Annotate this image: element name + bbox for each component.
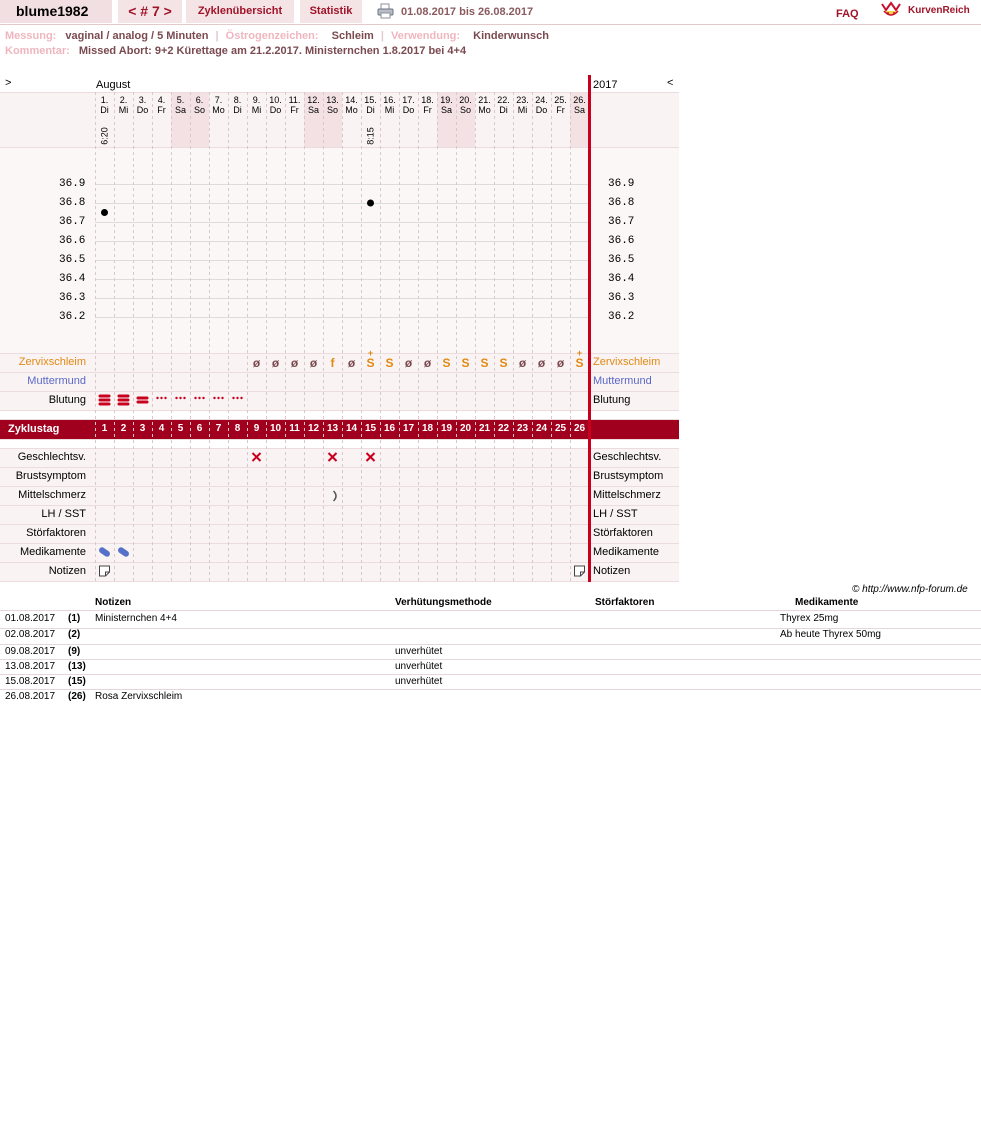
day-weekday: Do (136, 105, 149, 115)
day-number: 9. (252, 95, 261, 105)
tab-statistics[interactable]: Statistik (300, 0, 362, 23)
day-number: 12. (307, 95, 320, 105)
row-label-zervix: Zervixschleim (18, 356, 86, 368)
cell-cycle-day: (9) (68, 646, 81, 657)
cell-contraception: unverhütet (395, 676, 443, 687)
cycle-day-number: 16 (383, 423, 396, 434)
day-number: 15. (364, 95, 377, 105)
separator: | (215, 30, 219, 42)
cell-medication: Thyrex 25mg (780, 613, 839, 624)
temperature-axis-label: 36.9 (59, 178, 86, 190)
day-number: 10. (269, 95, 282, 105)
zervix-symbol: ø (518, 356, 527, 370)
day-weekday: Sa (440, 105, 452, 115)
day-number: 19. (440, 95, 453, 105)
cell-cycle-day: (15) (68, 676, 86, 687)
kurvenreich-logo-icon[interactable] (880, 1, 902, 22)
cycle-day-number: 5 (177, 423, 184, 434)
faq-link[interactable]: FAQ (836, 8, 859, 20)
cycle-day-number: 22 (497, 423, 510, 434)
table-row (0, 644, 981, 660)
zervix-symbol: ø (252, 356, 261, 370)
day-number: 24. (535, 95, 548, 105)
cell-date: 02.08.2017 (5, 629, 56, 640)
top-bar (0, 0, 981, 25)
cycle-day-number: 12 (307, 423, 320, 434)
day-number: 21. (478, 95, 491, 105)
cycle-chart (0, 75, 679, 582)
cycle-day-number: 11 (289, 423, 300, 434)
cycle-day-number: 21 (478, 423, 491, 434)
day-number: 7. (214, 95, 223, 105)
row-label-right-gv: Geschlechtsv. (593, 451, 662, 463)
zervix-symbol: ø (556, 356, 565, 370)
cycle-day-number: 13 (326, 423, 339, 434)
day-weekday: Do (535, 105, 548, 115)
row-label-right-lh: LH / SST (593, 508, 638, 520)
logo-text[interactable]: KurvenReich (908, 5, 970, 16)
zervix-symbol: ø (347, 356, 356, 370)
oestrogen-value: Schleim (331, 30, 374, 42)
day-weekday: Mi (251, 105, 262, 115)
day-weekday: Fr (556, 105, 565, 115)
row-label-mittel: Mittelschmerz (18, 489, 86, 501)
temperature-axis-label-right: 36.4 (608, 273, 635, 285)
messung-value: vaginal / analog / 5 Minuten (65, 30, 209, 42)
separator: | (380, 30, 384, 42)
zervix-symbol: S (461, 356, 470, 370)
row-label-lh: LH / SST (41, 508, 86, 520)
row-label-brust: Brustsymptom (15, 470, 86, 482)
day-number: 23. (516, 95, 529, 105)
row-label-right-mittel: Mittelschmerz (593, 489, 661, 501)
cycle-day-number: 3 (139, 423, 146, 434)
measurement-info (5, 30, 549, 42)
kommentar-label: Kommentar: (5, 45, 70, 57)
verwendung-label: Verwendung: (391, 30, 461, 42)
zervix-symbol: ø (423, 356, 432, 370)
day-weekday: Do (402, 105, 415, 115)
row-label-stoer: Störfaktoren (26, 527, 86, 539)
col-header-disturbances: Störfaktoren (595, 597, 655, 608)
temperature-axis-label-right: 36.3 (608, 292, 635, 304)
col-header-medication: Medikamente (795, 597, 859, 608)
cycle-day-number: 8 (234, 423, 241, 434)
temperature-axis-label: 36.2 (59, 311, 86, 323)
day-number: 1. (100, 95, 109, 105)
measurement-time: 8:15 (365, 127, 376, 145)
day-weekday: Sa (174, 105, 186, 115)
year-label: 2017 (593, 79, 618, 91)
username-tab[interactable]: blume1982 (0, 0, 112, 23)
temperature-axis-label-right: 36.7 (608, 216, 635, 228)
day-weekday: Fr (423, 105, 432, 115)
nav-prev-button[interactable]: > (5, 77, 12, 89)
day-number: 13. (326, 95, 339, 105)
table-row (0, 627, 981, 645)
row-label-right-blutung: Blutung (593, 394, 631, 406)
zervix-symbol: + S (366, 348, 375, 370)
row-label-right-stoer: Störfaktoren (593, 527, 653, 539)
zervix-symbol: ø (309, 356, 318, 370)
day-number: 3. (138, 95, 147, 105)
temperature-axis-label: 36.3 (59, 292, 86, 304)
col-header-notes: Notizen (95, 597, 132, 608)
day-weekday: Fr (157, 105, 166, 115)
copyright: © http://www.nfp-forum.de (852, 584, 968, 595)
cell-cycle-day: (26) (68, 691, 86, 702)
day-number: 2. (119, 95, 128, 105)
day-weekday: Di (499, 105, 508, 115)
cycle-day-number: 23 (516, 423, 529, 434)
cycle-day-number: 7 (215, 423, 222, 434)
zervix-symbol: S (385, 356, 394, 370)
temperature-axis-label: 36.5 (59, 254, 86, 266)
cycle-day-number: 10 (269, 423, 282, 434)
cell-date: 09.08.2017 (5, 646, 56, 657)
day-number: 4. (157, 95, 166, 105)
temperature-axis-label: 36.8 (59, 197, 86, 209)
day-weekday: So (326, 105, 338, 115)
nav-next-button[interactable]: < (667, 77, 674, 89)
day-weekday: Mi (517, 105, 528, 115)
day-number: 25. (554, 95, 567, 105)
row-label-right-zervix: Zervixschleim (593, 356, 661, 368)
zervix-symbol: ø (290, 356, 299, 370)
messung-label: Messung: (5, 30, 57, 42)
col-header-contraception: Verhütungsmethode (395, 597, 492, 608)
verwendung-value: Kinderwunsch (473, 30, 549, 42)
day-number: 5. (176, 95, 185, 105)
cell-date: 13.08.2017 (5, 661, 56, 672)
zervix-symbol: S (480, 356, 489, 370)
day-number: 22. (497, 95, 510, 105)
cell-date: 01.08.2017 (5, 613, 56, 624)
cell-note: Rosa Zervixschleim (95, 691, 183, 702)
row-label-right-muttermund: Muttermund (593, 375, 652, 387)
cycle-day-number: 20 (459, 423, 472, 434)
day-number: 20. (459, 95, 472, 105)
cell-note: Ministernchen 4+4 (95, 613, 177, 624)
row-label-zyklustag: Zyklustag (8, 423, 60, 435)
cell-date: 26.08.2017 (5, 691, 56, 702)
cycle-day-number: 4 (158, 423, 165, 434)
measurement-time: 6:20 (99, 127, 110, 145)
zervix-symbol: + S (575, 348, 584, 370)
printer-icon[interactable] (377, 3, 394, 22)
row-label-notizen: Notizen (48, 565, 86, 577)
cycle-day-number: 19 (440, 423, 453, 434)
temperature-axis-label: 36.4 (59, 273, 86, 285)
day-number: 16. (383, 95, 396, 105)
oestrogen-label: Östrogenzeichen: (225, 30, 319, 42)
cell-cycle-day: (13) (68, 661, 86, 672)
day-number: 6. (195, 95, 204, 105)
cycle-day-number: 6 (196, 423, 203, 434)
temperature-axis-label: 36.7 (59, 216, 86, 228)
day-number: 26. (573, 95, 586, 105)
cycle-day-number: 26 (573, 423, 586, 434)
kommentar-value: Missed Abort: 9+2 Kürettage am 21.2.2017. Ministernchen 1.8.2017 bei 4+4 (78, 45, 467, 57)
tab-cycle-overview[interactable]: Zyklenübersicht (186, 0, 294, 23)
row-label-right-notizen: Notizen (593, 565, 631, 577)
table-row (0, 674, 981, 690)
temperature-axis-label: 36.6 (59, 235, 86, 247)
zervix-symbol: ø (271, 356, 280, 370)
day-weekday: Sa (307, 105, 319, 115)
day-weekday: Di (100, 105, 109, 115)
temperature-axis-label-right: 36.6 (608, 235, 635, 247)
row-label-muttermund: Muttermund (27, 375, 86, 387)
day-weekday: So (193, 105, 205, 115)
table-row (0, 689, 981, 704)
month-label: August (96, 79, 131, 91)
row-label-right-brust: Brustsymptom (593, 470, 664, 482)
cell-contraception: unverhütet (395, 661, 443, 672)
cycle-day-number: 25 (554, 423, 567, 434)
row-label-gv: Geschlechtsv. (17, 451, 86, 463)
day-weekday: Mi (384, 105, 395, 115)
zervix-symbol: ø (537, 356, 546, 370)
cell-cycle-day: (1) (68, 613, 81, 624)
cell-date: 15.08.2017 (5, 676, 56, 687)
cycle-day-number: 24 (535, 423, 548, 434)
day-weekday: Mo (345, 105, 358, 115)
cycle-day-number: 17 (402, 423, 415, 434)
comment-info (5, 45, 466, 57)
day-weekday: Mi (118, 105, 129, 115)
day-weekday: Do (269, 105, 282, 115)
day-number: 8. (233, 95, 242, 105)
day-weekday: Di (233, 105, 242, 115)
cycle-day-number: 14 (345, 423, 358, 434)
zervix-symbol: f (330, 356, 335, 370)
day-weekday: Mo (212, 105, 225, 115)
table-row (0, 659, 981, 675)
temperature-axis-label-right: 36.5 (608, 254, 635, 266)
row-label-blutung: Blutung (48, 394, 86, 406)
row-label-medi: Medikamente (19, 546, 86, 558)
day-number: 11. (288, 95, 301, 105)
day-weekday: Di (366, 105, 375, 115)
day-weekday: Fr (290, 105, 299, 115)
zervix-symbol: ø (404, 356, 413, 370)
cycle-day-number: 18 (421, 423, 434, 434)
row-label-right-medi: Medikamente (593, 546, 660, 558)
date-range: 01.08.2017 bis 26.08.2017 (401, 6, 534, 18)
cycle-navigator[interactable]: < # 7 > (118, 0, 182, 23)
cycle-day-number: 9 (253, 423, 260, 434)
zervix-symbol: S (499, 356, 508, 370)
chart-overlay (0, 75, 679, 582)
temperature-axis-label-right: 36.9 (608, 178, 635, 190)
cycle-day-number: 2 (120, 423, 127, 434)
zervix-symbol: S (442, 356, 451, 370)
day-number: 18. (421, 95, 434, 105)
temperature-axis-label-right: 36.2 (608, 311, 635, 323)
temperature-axis-label-right: 36.8 (608, 197, 635, 209)
cycle-day-number: 1 (101, 423, 108, 434)
day-weekday: So (459, 105, 471, 115)
day-weekday: Mo (478, 105, 491, 115)
cell-contraception: unverhütet (395, 646, 443, 657)
cycle-day-number: 15 (364, 423, 377, 434)
cell-cycle-day: (2) (68, 629, 81, 640)
day-number: 17. (402, 95, 415, 105)
day-number: 14. (345, 95, 358, 105)
day-weekday: Sa (573, 105, 585, 115)
cell-medication: Ab heute Thyrex 50mg (780, 629, 881, 640)
